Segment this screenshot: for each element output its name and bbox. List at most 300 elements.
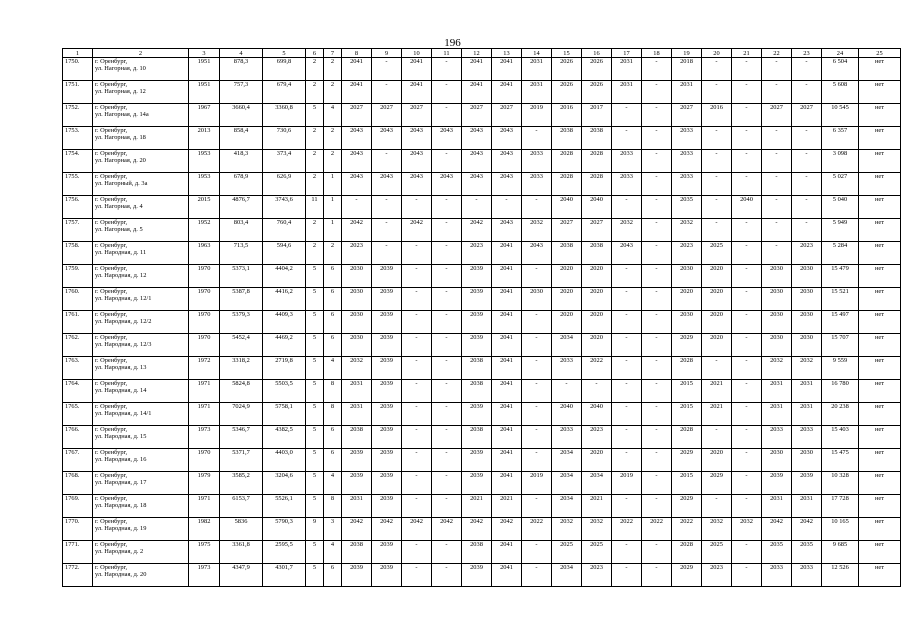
table-cell: 2039 <box>462 564 492 587</box>
table-cell: - <box>732 426 762 449</box>
table-cell: 2023 <box>462 242 492 265</box>
table-cell: 2039 <box>372 426 402 449</box>
table-cell: 5 <box>306 426 324 449</box>
table-row <box>63 242 901 265</box>
table-cell: 2039 <box>372 265 402 288</box>
table-cell: 2032 <box>552 518 582 541</box>
table-cell: 2033 <box>672 150 702 173</box>
table-cell: - <box>372 81 402 104</box>
table-cell: 2029 <box>672 334 702 357</box>
table-cell: 4347,9 <box>220 564 263 587</box>
table-cell: 5 <box>306 472 324 495</box>
table-cell: нет <box>859 403 901 426</box>
table-cell: - <box>642 426 672 449</box>
table-cell: 4403,0 <box>263 449 306 472</box>
table-cell: 2 <box>306 58 324 81</box>
table-cell: 2041 <box>462 58 492 81</box>
table-cell: - <box>732 334 762 357</box>
table-cell: - <box>402 196 432 219</box>
table-cell: 15 479 <box>822 265 859 288</box>
table-cell: - <box>432 196 462 219</box>
table-row <box>63 173 901 196</box>
table-cell: 2015 <box>672 472 702 495</box>
table-cell: 2020 <box>552 288 582 311</box>
row-number: 1760. <box>63 288 93 311</box>
table-cell: 2022 <box>672 518 702 541</box>
address-street: ул. Народная, д. 2 <box>95 548 144 555</box>
table-cell: - <box>762 81 792 104</box>
table-cell: 2041 <box>342 81 372 104</box>
table-cell: - <box>522 403 552 426</box>
table-cell: 4382,5 <box>263 426 306 449</box>
row-number: 1753. <box>63 127 93 150</box>
table-cell: 2032 <box>762 357 792 380</box>
table-cell: - <box>732 311 762 334</box>
table-cell: - <box>522 334 552 357</box>
table-row <box>63 58 901 81</box>
table-cell: - <box>612 196 642 219</box>
table-cell: 2041 <box>492 81 522 104</box>
table-cell: 2031 <box>792 380 822 403</box>
table-cell: 2013 <box>189 127 220 150</box>
table-cell: 1951 <box>189 81 220 104</box>
table-cell: - <box>432 426 462 449</box>
address-street: ул. Народная, д. 12 <box>95 272 147 279</box>
address-street: ул. Народная, д. 12/1 <box>95 295 152 302</box>
table-cell: 10 328 <box>822 472 859 495</box>
row-number: 1751. <box>63 81 93 104</box>
table-cell: - <box>792 173 822 196</box>
table-cell: 2039 <box>462 449 492 472</box>
table-cell: - <box>642 357 672 380</box>
table-cell: 2039 <box>372 288 402 311</box>
table-cell: - <box>732 288 762 311</box>
table-cell: 5373,1 <box>220 265 263 288</box>
table-cell: 2025 <box>582 541 612 564</box>
table-cell: 803,4 <box>220 219 263 242</box>
table-cell: 5 <box>306 357 324 380</box>
table-cell: 3 098 <box>822 150 859 173</box>
table-cell: 2039 <box>342 449 372 472</box>
table-cell: нет <box>859 150 901 173</box>
table-cell: - <box>402 564 432 587</box>
table-cell: 2035 <box>762 541 792 564</box>
table-cell: 2031 <box>672 81 702 104</box>
table-cell: 2023 <box>792 242 822 265</box>
table-cell: 2041 <box>492 334 522 357</box>
table-cell: - <box>732 564 762 587</box>
table-cell: нет <box>859 541 901 564</box>
table-cell: 2034 <box>582 472 612 495</box>
table-cell: - <box>612 127 642 150</box>
table-cell: 2028 <box>552 150 582 173</box>
table-cell: - <box>702 495 732 518</box>
table-cell: 4 <box>324 357 342 380</box>
table-cell: 9 685 <box>822 541 859 564</box>
table-cell: 2031 <box>342 403 372 426</box>
table-cell: 2043 <box>402 150 432 173</box>
table-cell: - <box>732 150 762 173</box>
table-cell: - <box>762 219 792 242</box>
table-cell: - <box>792 196 822 219</box>
table-cell: - <box>402 449 432 472</box>
table-cell: 2043 <box>372 173 402 196</box>
table-cell: 2017 <box>582 104 612 127</box>
table-cell: - <box>732 403 762 426</box>
table-cell: 2043 <box>492 173 522 196</box>
table-cell: 17 728 <box>822 495 859 518</box>
table-cell: 4 <box>324 472 342 495</box>
table-cell: 2041 <box>492 564 522 587</box>
address-street: ул. Народная, д. 17 <box>95 479 147 486</box>
table-cell: 5 <box>306 311 324 334</box>
table-cell: - <box>642 196 672 219</box>
table-cell: 373,4 <box>263 150 306 173</box>
table-cell: - <box>432 265 462 288</box>
table-cell: - <box>432 334 462 357</box>
table-cell: 2034 <box>552 472 582 495</box>
table-cell: 1953 <box>189 173 220 196</box>
table-cell: 1972 <box>189 357 220 380</box>
table-cell: 2043 <box>402 173 432 196</box>
table-cell: 1970 <box>189 288 220 311</box>
table-cell: 2043 <box>432 173 462 196</box>
table-cell: - <box>522 196 552 219</box>
table-cell: 2038 <box>462 426 492 449</box>
table-cell: 3318,2 <box>220 357 263 380</box>
table-cell: - <box>402 403 432 426</box>
table-cell: 2031 <box>342 495 372 518</box>
table-cell: 2020 <box>552 265 582 288</box>
table-cell: 2027 <box>552 219 582 242</box>
table-row <box>63 541 901 564</box>
table-cell: нет <box>859 449 901 472</box>
table-cell: - <box>612 541 642 564</box>
column-number: 15 <box>552 49 582 58</box>
table-cell: 2041 <box>492 426 522 449</box>
address-street: ул. Народная, д. 18 <box>95 502 147 509</box>
table-cell: 2043 <box>462 173 492 196</box>
address-cell <box>93 564 189 587</box>
table-cell: - <box>552 380 582 403</box>
table-cell: 2 <box>324 58 342 81</box>
table-cell: 2015 <box>672 380 702 403</box>
table-cell: 2032 <box>522 219 552 242</box>
table-cell: 4404,2 <box>263 265 306 288</box>
address-cell <box>93 518 189 541</box>
table-cell: - <box>702 81 732 104</box>
table-cell: - <box>522 495 552 518</box>
address-cell <box>93 150 189 173</box>
row-number: 1768. <box>63 472 93 495</box>
table-cell: 2043 <box>522 242 552 265</box>
table-cell: 3743,6 <box>263 196 306 219</box>
table-cell: 5346,7 <box>220 426 263 449</box>
table-cell: 11 <box>306 196 324 219</box>
table-cell: - <box>642 58 672 81</box>
address-street: ул. Нагорная, д. 18 <box>95 134 146 141</box>
table-cell: 2034 <box>552 564 582 587</box>
table-cell: - <box>582 380 612 403</box>
table-cell: 2039 <box>762 472 792 495</box>
table-cell: 2032 <box>612 219 642 242</box>
table-cell: 2029 <box>702 472 732 495</box>
table-cell: 2020 <box>582 265 612 288</box>
table-cell: - <box>612 104 642 127</box>
column-number: 14 <box>522 49 552 58</box>
table-cell: - <box>522 380 552 403</box>
table-cell: - <box>432 541 462 564</box>
table-cell: 2039 <box>462 403 492 426</box>
table-cell: - <box>372 58 402 81</box>
table-cell: - <box>642 288 672 311</box>
table-cell: - <box>432 357 462 380</box>
table-cell: 2030 <box>762 265 792 288</box>
address-city: г. Оренбург, <box>95 357 128 364</box>
table-cell: 5 949 <box>822 219 859 242</box>
address-city: г. Оренбург, <box>95 58 128 65</box>
table-cell: - <box>642 495 672 518</box>
table-cell: - <box>642 219 672 242</box>
table-cell: 6 <box>324 426 342 449</box>
table-cell: - <box>432 58 462 81</box>
table-cell: - <box>732 104 762 127</box>
table-cell: 678,9 <box>220 173 263 196</box>
address-cell <box>93 173 189 196</box>
table-cell: 7024,9 <box>220 403 263 426</box>
table-cell: 2 <box>324 242 342 265</box>
table-cell: - <box>732 265 762 288</box>
table-cell: 2031 <box>762 495 792 518</box>
address-cell <box>93 219 189 242</box>
table-cell: 2020 <box>582 334 612 357</box>
table-cell: 2032 <box>342 357 372 380</box>
table-cell: - <box>432 380 462 403</box>
table-cell: 2039 <box>792 472 822 495</box>
table-cell: 2033 <box>762 426 792 449</box>
table-cell: 5526,1 <box>263 495 306 518</box>
table-cell: - <box>402 334 432 357</box>
table-row <box>63 403 901 426</box>
table-cell: 2015 <box>672 403 702 426</box>
table-cell: - <box>432 449 462 472</box>
table-cell: 2030 <box>762 288 792 311</box>
table-cell: 2032 <box>792 357 822 380</box>
address-cell <box>93 81 189 104</box>
table-cell: 2042 <box>462 219 492 242</box>
address-city: г. Оренбург, <box>95 472 128 479</box>
table-cell: - <box>432 403 462 426</box>
table-cell: 2038 <box>462 541 492 564</box>
column-number: 22 <box>762 49 792 58</box>
register-table <box>62 48 901 587</box>
address-cell <box>93 495 189 518</box>
table-row <box>63 219 901 242</box>
table-cell: 2043 <box>342 173 372 196</box>
table-cell: 2038 <box>552 127 582 150</box>
table-cell: нет <box>859 196 901 219</box>
table-cell: 2032 <box>732 518 762 541</box>
table-cell: - <box>762 173 792 196</box>
table-cell: 2033 <box>522 150 552 173</box>
address-cell <box>93 449 189 472</box>
table-cell: 2041 <box>402 81 432 104</box>
column-number: 5 <box>263 49 306 58</box>
table-cell: - <box>732 357 762 380</box>
address-city: г. Оренбург, <box>95 104 128 111</box>
table-cell: 8 <box>324 403 342 426</box>
table-cell: нет <box>859 58 901 81</box>
table-cell: - <box>642 104 672 127</box>
table-cell: 2030 <box>792 265 822 288</box>
column-number: 13 <box>492 49 522 58</box>
table-cell: - <box>762 150 792 173</box>
table-cell: 2041 <box>492 449 522 472</box>
table-cell: 2039 <box>462 311 492 334</box>
row-number: 1767. <box>63 449 93 472</box>
table-cell: 2039 <box>372 380 402 403</box>
table-cell: - <box>642 541 672 564</box>
table-row <box>63 127 901 150</box>
table-cell: - <box>432 495 462 518</box>
table-cell: 2040 <box>582 196 612 219</box>
table-cell: - <box>432 311 462 334</box>
table-cell: 2042 <box>402 518 432 541</box>
table-cell: - <box>642 403 672 426</box>
table-cell: 2031 <box>522 58 552 81</box>
address-city: г. Оренбург, <box>95 334 128 341</box>
table-cell: 594,6 <box>263 242 306 265</box>
address-city: г. Оренбург, <box>95 288 128 295</box>
address-cell <box>93 311 189 334</box>
table-cell: 626,9 <box>263 173 306 196</box>
table-row <box>63 518 901 541</box>
table-cell: 15 403 <box>822 426 859 449</box>
table-cell: 4409,3 <box>263 311 306 334</box>
table-cell: 2 <box>324 127 342 150</box>
address-cell <box>93 541 189 564</box>
table-cell: 2031 <box>762 380 792 403</box>
address-cell <box>93 288 189 311</box>
table-cell: - <box>402 288 432 311</box>
table-cell: 679,4 <box>263 81 306 104</box>
table-cell: 2 <box>306 127 324 150</box>
table-cell: - <box>732 449 762 472</box>
table-cell: - <box>642 81 672 104</box>
table-cell: - <box>402 380 432 403</box>
table-cell: 2030 <box>342 288 372 311</box>
table-cell: 5 <box>306 403 324 426</box>
table-cell: - <box>642 242 672 265</box>
address-street: ул. Нагорная, д. 10 <box>95 65 146 72</box>
address-street: ул. Народная, д. 19 <box>95 525 147 532</box>
column-number: 10 <box>402 49 432 58</box>
table-cell: 2021 <box>702 403 732 426</box>
table-cell: - <box>642 449 672 472</box>
table-cell: - <box>732 242 762 265</box>
table-cell: 3 <box>324 518 342 541</box>
table-cell: 2041 <box>492 357 522 380</box>
table-cell: - <box>702 357 732 380</box>
column-number: 25 <box>859 49 901 58</box>
column-number: 16 <box>582 49 612 58</box>
table-cell: 5 284 <box>822 242 859 265</box>
table-cell: 4876,7 <box>220 196 263 219</box>
table-cell: 2020 <box>702 449 732 472</box>
table-cell: - <box>432 104 462 127</box>
table-cell: - <box>642 564 672 587</box>
address-city: г. Оренбург, <box>95 449 128 456</box>
table-cell: 2020 <box>552 311 582 334</box>
address-city: г. Оренбург, <box>95 380 128 387</box>
table-cell: 2043 <box>342 127 372 150</box>
table-cell: 1973 <box>189 564 220 587</box>
table-cell: 2030 <box>762 311 792 334</box>
table-cell: 6 <box>324 449 342 472</box>
column-number-row <box>63 49 901 58</box>
table-cell: 2026 <box>552 81 582 104</box>
table-cell: 2034 <box>552 495 582 518</box>
table-cell: - <box>612 265 642 288</box>
table-cell: - <box>522 265 552 288</box>
address-street: ул. Нагорная, д. 14а <box>95 111 149 118</box>
row-number: 1758. <box>63 242 93 265</box>
row-number: 1757. <box>63 219 93 242</box>
table-cell: 2034 <box>552 449 582 472</box>
column-number: 7 <box>324 49 342 58</box>
table-cell: 5 <box>306 265 324 288</box>
table-row <box>63 265 901 288</box>
table-cell: 2028 <box>552 173 582 196</box>
table-cell: - <box>792 58 822 81</box>
table-cell: - <box>522 311 552 334</box>
address-street: ул. Нагорная, д. 20 <box>95 157 146 164</box>
table-cell: 2042 <box>342 219 372 242</box>
table-cell: 2039 <box>342 472 372 495</box>
table-cell: 1967 <box>189 104 220 127</box>
table-cell: 2038 <box>342 426 372 449</box>
table-cell: нет <box>859 357 901 380</box>
table-cell: 10 545 <box>822 104 859 127</box>
address-street: ул. Народная, д. 20 <box>95 571 147 578</box>
table-cell: - <box>702 173 732 196</box>
table-cell: 2041 <box>492 265 522 288</box>
table-cell: - <box>642 265 672 288</box>
column-number: 8 <box>342 49 372 58</box>
table-cell: 2030 <box>792 311 822 334</box>
table-cell: 2034 <box>552 334 582 357</box>
row-number: 1770. <box>63 518 93 541</box>
table-cell: 2040 <box>552 196 582 219</box>
address-city: г. Оренбург, <box>95 426 128 433</box>
table-cell: нет <box>859 380 901 403</box>
column-number: 12 <box>462 49 492 58</box>
table-cell: 2016 <box>702 104 732 127</box>
address-street: ул. Нагорный, д. 3а <box>95 180 148 187</box>
table-cell: 1970 <box>189 449 220 472</box>
address-city: г. Оренбург, <box>95 495 128 502</box>
table-row <box>63 426 901 449</box>
table-cell: 2025 <box>702 541 732 564</box>
table-cell: - <box>432 288 462 311</box>
table-cell: 2027 <box>402 104 432 127</box>
table-cell: 2041 <box>492 403 522 426</box>
table-row <box>63 357 901 380</box>
address-street: ул. Народная, д. 16 <box>95 456 147 463</box>
row-number: 1752. <box>63 104 93 127</box>
table-cell: 9 559 <box>822 357 859 380</box>
table-row <box>63 334 901 357</box>
